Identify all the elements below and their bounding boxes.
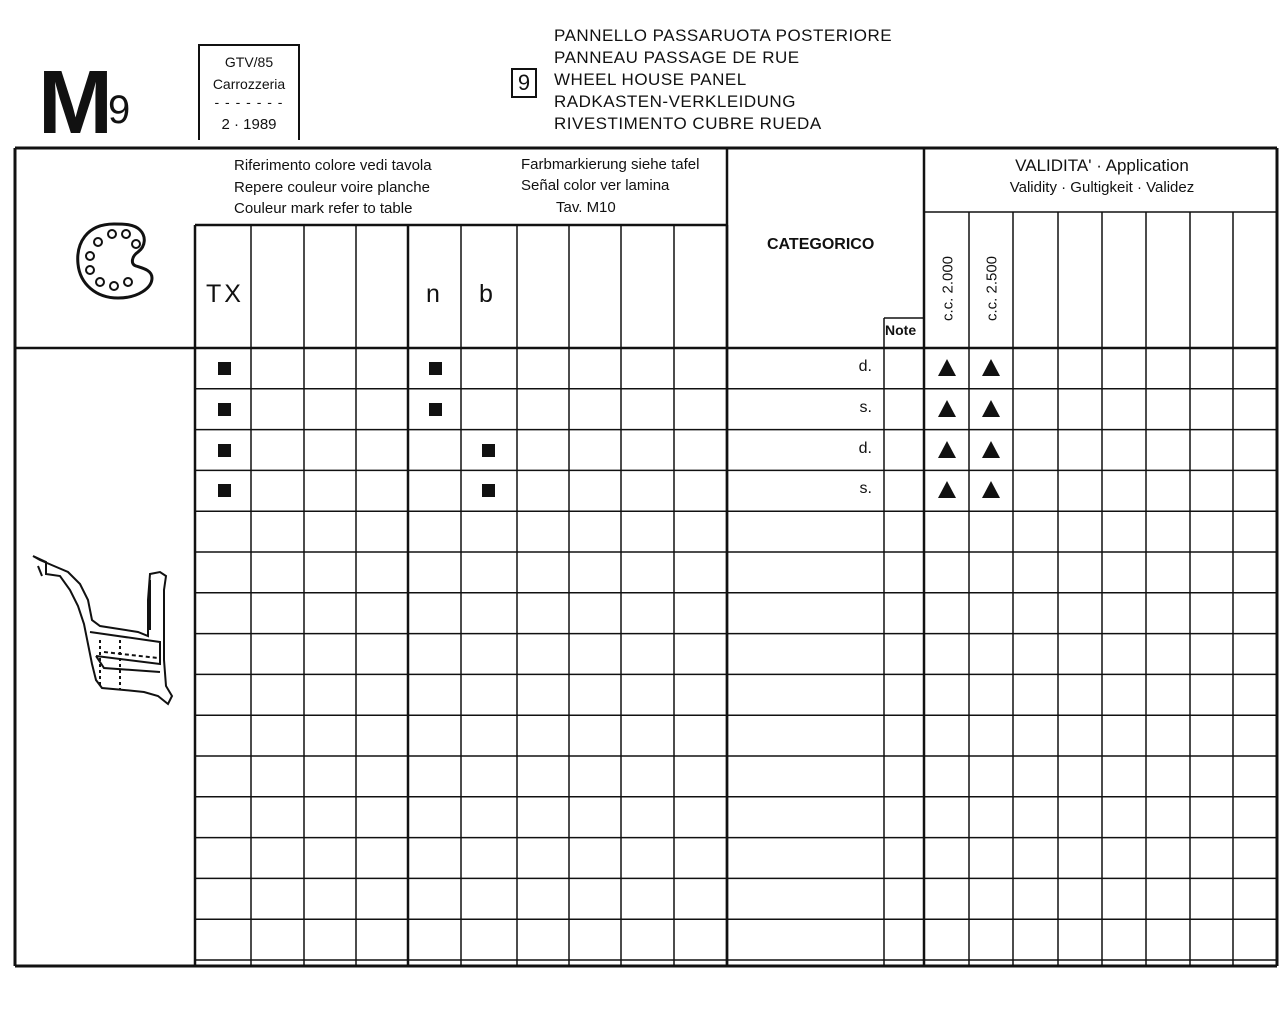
title-it: PANNELLO PASSARUOTA POSTERIORE [554,26,893,45]
wheel-house-panel-drawing [33,556,172,704]
color-palette-icon [78,224,152,298]
filled-square-mark [218,362,231,375]
table-code: M [38,53,111,153]
table-code-number: 9 [108,88,131,132]
filled-square-mark [429,403,442,416]
filled-triangle-mark [938,441,956,458]
filled-triangle-mark [938,400,956,417]
model-date: 2 · 1989 [221,116,277,134]
filled-triangle-mark [938,359,956,376]
title-en: WHEEL HOUSE PANEL [554,70,747,89]
filled-square-mark [218,403,231,416]
filled-triangle-mark [982,400,1000,417]
model-group: Carrozzeria [212,75,286,92]
column-b: b [479,280,493,308]
filled-square-mark [429,362,442,375]
color-ref-de: Farbmarkierung siehe tafel [521,156,700,173]
filled-triangle-mark [982,441,1000,458]
validity-subtitle: Validity · Gultigkeit · Validez [1009,179,1195,196]
validity-title: VALIDITA' · Application [1015,156,1189,175]
color-ref-es: Señal color ver lamina [521,177,670,194]
filled-triangle-mark [938,481,956,498]
model-name: GTV/85 [224,54,274,70]
color-ref-it: Riferimento colore vedi tavola [234,157,432,174]
table-number-box: 9 [511,68,537,98]
categorico-value: s. [859,480,872,498]
color-ref-fr: Repere couleur voire planche [234,179,430,196]
color-ref-en: Couleur mark refer to table [234,200,413,217]
model-divider: - - - - - - - [214,94,284,111]
filled-square-mark [218,484,231,497]
title-es: RIVESTIMENTO CUBRE RUEDA [554,114,822,133]
categorico-value: d. [858,439,872,457]
validity-cc-2500: c.c. 2.500 [983,255,1001,322]
validity-cc-2000: c.c. 2.000 [939,255,957,322]
categorico-value: d. [858,358,872,375]
filled-square-mark [482,484,495,497]
column-n: n [426,280,440,308]
categorico-header: CATEGORICO [767,236,875,253]
column-tx: TX [206,280,244,308]
filled-triangle-mark [982,481,1000,498]
filled-triangle-mark [982,359,1000,376]
title-de: RADKASTEN-VERKLEIDUNG [554,92,796,111]
filled-square-mark [482,444,495,457]
title-fr: PANNEAU PASSAGE DE RUE [554,48,800,67]
categorico-value: s. [859,398,872,416]
filled-square-mark [218,444,231,457]
color-ref-table: Tav. M10 [556,199,616,216]
note-header: Note [885,322,917,338]
